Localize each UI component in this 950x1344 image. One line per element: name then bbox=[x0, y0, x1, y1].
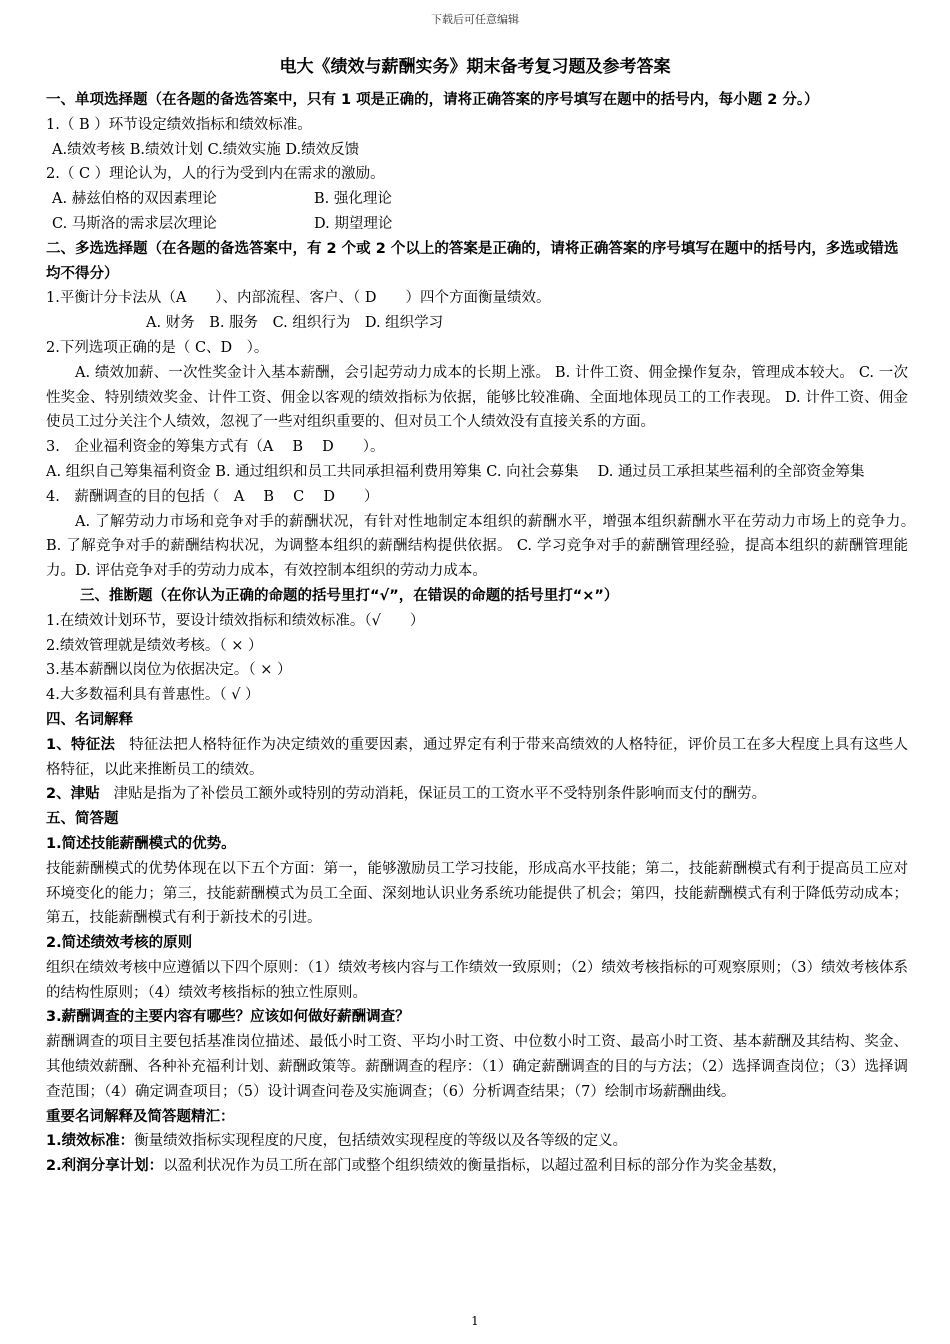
term-label: 1、特征法 bbox=[46, 736, 116, 753]
question-text: 1.平衡计分卡法从（A ）、内部流程、客户、（ D ）四个方面衡量绩效。 bbox=[46, 290, 551, 307]
page-number: 1 bbox=[471, 1314, 479, 1328]
summary-item bbox=[46, 1154, 908, 1179]
question-text: 2.下列选项正确的是（ C、D ）。 bbox=[46, 339, 269, 356]
summary-term: 1.绩效标准： bbox=[46, 1133, 135, 1150]
judgement-item: 1.在绩效计划环节，要设计绩效指标和绩效标准。（√ ） bbox=[46, 612, 425, 629]
short-answer-text: 薪酬调查的项目主要包括基准岗位描述、最低小时工资、平均小时工资、中位数小时工资、最高小时工资、基本薪酬及其结构、奖金、其他绩效薪酬、各种补充福利计划、薪酬政策等。薪酬调查的程序：（1）确定薪酬调查的目的与方法；（2）选择调查岗位；（3）选择调查范围；（4）确定调查项目；（5）设计调查问卷及实施调查；（6）分析调查结果；（7）绘制市场薪酬曲线。 bbox=[46, 1034, 908, 1100]
section-heading-terms: 四、名词解释 bbox=[46, 711, 133, 728]
section-heading-short-answer: 五、简答题 bbox=[46, 811, 119, 828]
option-d: D. 期望理论 bbox=[314, 215, 393, 232]
summary-term: 2.利润分享计划： bbox=[46, 1158, 164, 1175]
question-options: A. 组织自己筹集福利资金 B. 通过组织和员工共同承担福利费用筹集 C. 向社会募集 D. 通过员工承担某些福利的全部资金筹集 bbox=[46, 463, 865, 480]
term-text: 津贴是指为了补偿员工额外或特别的劳动消耗，保证员工的工资水平不受特别条件影响而支付的酬劳。 bbox=[113, 786, 767, 803]
term-text: 特征法把人格特征作为决定绩效的重要因素，通过界定有利于带来高绩效的人格特征，评价员工在多大程度上具有这些人格特征，以此来推断员工的绩效。 bbox=[46, 736, 908, 778]
option-c: C. 马斯洛的需求层次理论 bbox=[52, 215, 217, 232]
question-text: 3. 企业福利资金的筹集方式有（A B D ）。 bbox=[46, 439, 385, 456]
judgement-item: 3.基本薪酬以岗位为依据决定。（ × ） bbox=[46, 662, 292, 679]
header-note: 下载后可任意编辑 bbox=[431, 13, 519, 26]
summary-text: 以盈利状况作为员工所在部门或整个组织绩效的衡量指标，以超过盈利目标的部分作为奖金基数， bbox=[163, 1158, 787, 1175]
short-answer-text: 组织在绩效考核中应遵循以下四个原则：（1）绩效考核内容与工作绩效一致原则；（2）绩效考核指标的可观察原则；（3）绩效考核体系的结构性原则；（4）绩效考核指标的独立性原则。 bbox=[46, 959, 908, 1001]
short-answer-question: 2.简述绩效考核的原则 bbox=[46, 935, 193, 952]
question-options bbox=[46, 187, 908, 212]
short-answer-text: 技能薪酬模式的优势体现在以下五个方面：第一，能够激励员工学习技能，形成高水平技能；第二，技能薪酬模式有利于提高员工应对环境变化的能力；第三，技能薪酬模式为员工全面、深刻地认识业务系统功能提供了机会；第四，技能薪酬模式有利于降低劳动成本；第五，技能薪酬模式有利于新技术的引进。 bbox=[46, 860, 908, 927]
section-heading-judgement: 三、推断题（在你认为正确的命题的括号里打“√”，在错误的命题的括号里打“×”） bbox=[80, 587, 619, 604]
term-definition bbox=[46, 782, 908, 807]
question-options: A.绩效考核 B.绩效计划 C.绩效实施 D.绩效反馈 bbox=[52, 141, 360, 158]
page-title: 电大《绩效与薪酬实务》期末备考复习题及参考答案 bbox=[279, 57, 671, 77]
short-answer-question: 3.薪酬调查的主要内容有哪些？应该如何做好薪酬调查？ bbox=[46, 1009, 410, 1026]
option-b: B. 强化理论 bbox=[314, 191, 392, 208]
section-heading-single-choice: 一、单项选择题（在各题的备选答案中，只有 1 项是正确的，请将正确答案的序号填写在题中的括号内，每小题 2 分。） bbox=[46, 92, 819, 108]
question-options: A. 财务 B. 服务 C. 组织行为 D. 组织学习 bbox=[146, 315, 444, 332]
option-a: A. 赫兹伯格的双因素理论 bbox=[52, 191, 217, 208]
section-heading-multiple-choice: 二、多选选择题（在各题的备选答案中，有 2 个或 2 个以上的答案是正确的，请将正确答案的序号填写在题中的括号内，多选或错选均不得分） bbox=[46, 240, 899, 282]
question-text: 2.（ C ）理论认为，人的行为受到内在需求的激励。 bbox=[46, 166, 385, 183]
judgement-item: 2.绩效管理就是绩效考核。（ × ） bbox=[46, 637, 263, 654]
short-answer-question: 1.简述技能薪酬模式的优势。 bbox=[46, 835, 236, 852]
question-text: 1.（ B ）环节设定绩效指标和绩效标准。 bbox=[46, 116, 312, 133]
question-options: A. 绩效加薪、一次性奖金计入基本薪酬，会引起劳动力成本的长期上涨。 B. 计件工资、佣金操作复杂，管理成本较大。 C. 一次性奖金、特别绩效奖金、计件工资、佣金以客观的绩效指标为依据，能够比较准确、全面地体现员工的工作表现。 D. 计件工资、佣金使员工过分关注个人绩效，忽视了一些对组织重要的、但对员工个人绩效没有直接关系的方面。 bbox=[46, 364, 908, 431]
question-options: A. 了解劳动力市场和竞争对手的薪酬状况，有针对性地制定本组织的薪酬水平，增强本组织薪酬水平在劳动力市场上的竞争力。 B. 了解竞争对手的薪酬结构状况，为调整本组织的薪酬结构提供依据。 C. 学习竞争对手的薪酬管理经验，提高本组织的薪酬管理能力。D. 评估竞争对手的劳动力成本，有效控制本组织的劳动力成本。 bbox=[46, 513, 923, 580]
judgement-item: 4.大多数福利具有普惠性。（ √ ） bbox=[46, 687, 260, 704]
term-label: 2、津贴 bbox=[46, 786, 100, 803]
summary-text: 衡量绩效指标实现程度的尺度，包括绩效实现程度的等级以及各等级的定义。 bbox=[134, 1133, 628, 1150]
question-options bbox=[46, 212, 908, 237]
section-heading-summary: 重要名词解释及简答题精汇： bbox=[46, 1108, 235, 1125]
summary-item bbox=[46, 1129, 908, 1154]
term-definition bbox=[46, 733, 908, 783]
question-text: 4. 薪酬调查的目的包括（ A B C D ） bbox=[46, 488, 379, 505]
document-body bbox=[46, 88, 923, 1179]
